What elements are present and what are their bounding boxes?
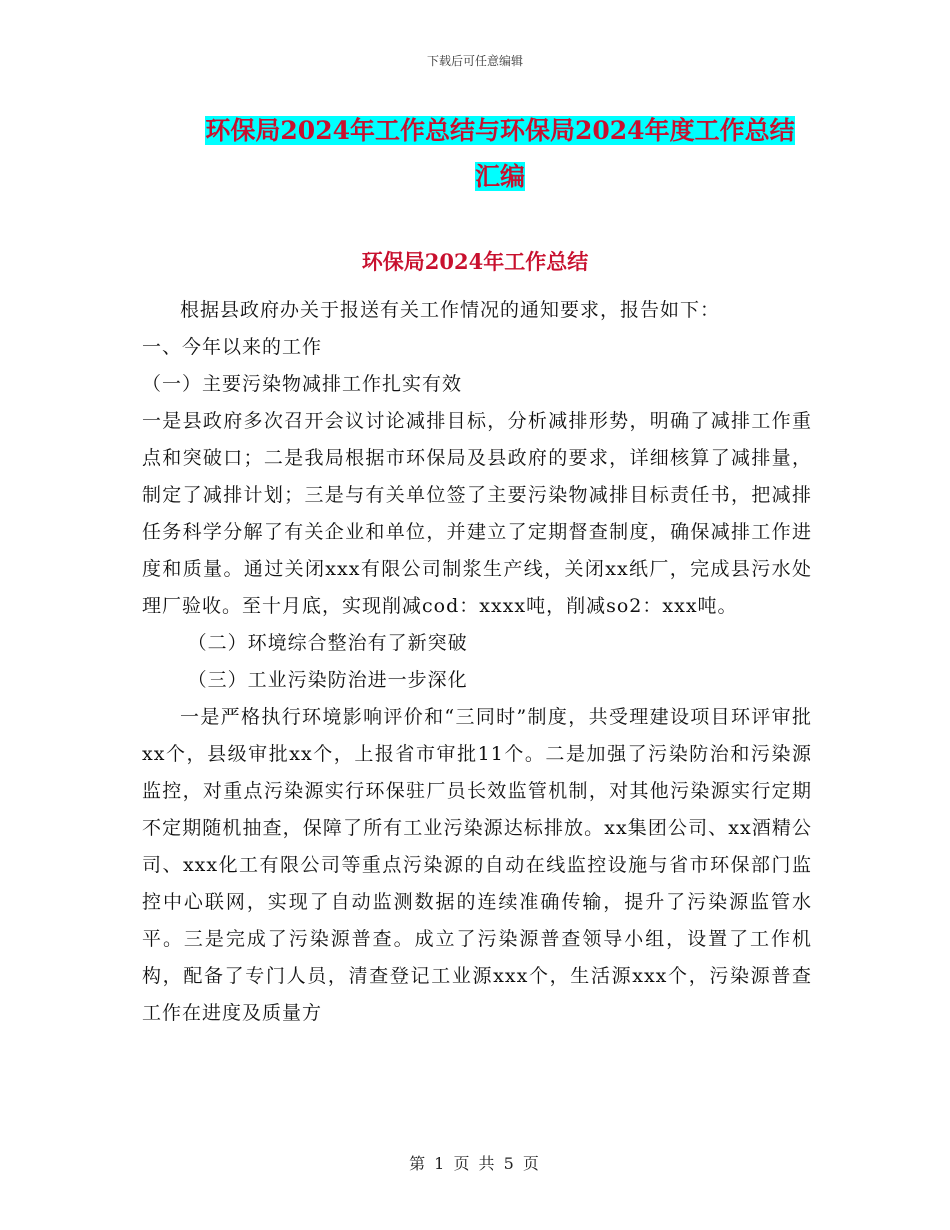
paragraph-emission-reduction: 一是县政府多次召开会议讨论减排目标，分析减排形势，明确了减排工作重点和突破口；二是我局根据市环保局及县政府的要求，详细核算了减排量，制定了减排计划；三是与有关单位签了主要污染物减排目标责任书，把减排任务科学分解了有关企业和单位，并建立了定期督查制度，确保减排工作进度和质量。通过关闭xxx有限公司制浆生产线，关闭xx纸厂，完成县污水处理厂验收。至十月底，实现削减cod：xxxx吨，削减so2：xxx吨。 xyxy=(142,410,812,617)
document-title-line-1: 环保局2024年工作总结与环保局2024年度工作总结 xyxy=(205,116,795,145)
page-footer-number: 第 1 页 共 5 页 xyxy=(409,1154,541,1173)
subheading-environment-renovation: （二）环境综合整治有了新突破 xyxy=(187,632,468,654)
document-body xyxy=(142,292,812,1032)
page-header-note: 下载后可任意编辑 xyxy=(426,54,523,68)
heading-part-one: 一、今年以来的工作 xyxy=(142,336,323,358)
subheading-emission-reduction: （一）主要污染物减排工作扎实有效 xyxy=(142,373,463,395)
document-title-line-2: 汇编 xyxy=(474,162,525,191)
paragraph-industrial-pollution: 一是严格执行环境影响评价和“三同时”制度，共受理建设项目环评审批xx个，县级审批xx个，上报省市审批11个。二是加强了污染防治和污染源监控，对重点污染源实行环保驻厂员长效监管机制，对其他污染源实行定期不定期随机抽查，保障了所有工业污染源达标排放。xx集团公司、xx酒精公司、xxx化工有限公司等重点污染源的自动在线监控设施与省市环保部门监控中心联网，实现了自动监测数据的连续准确传输，提升了污染源监管水平。三是完成了污染源普查。成立了污染源普查领导小组，设置了工作机构，配备了专门人员，清查登记工业源xxx个，生活源xxx个，污染源普查工作在进度及质量方 xyxy=(142,706,812,1024)
document-title xyxy=(150,108,850,200)
section-title: 环保局2024年工作总结 xyxy=(361,249,589,274)
subheading-industrial-pollution: （三）工业污染防治进一步深化 xyxy=(187,669,468,691)
intro-paragraph: 根据县政府办关于报送有关工作情况的通知要求，报告如下： xyxy=(180,299,721,321)
